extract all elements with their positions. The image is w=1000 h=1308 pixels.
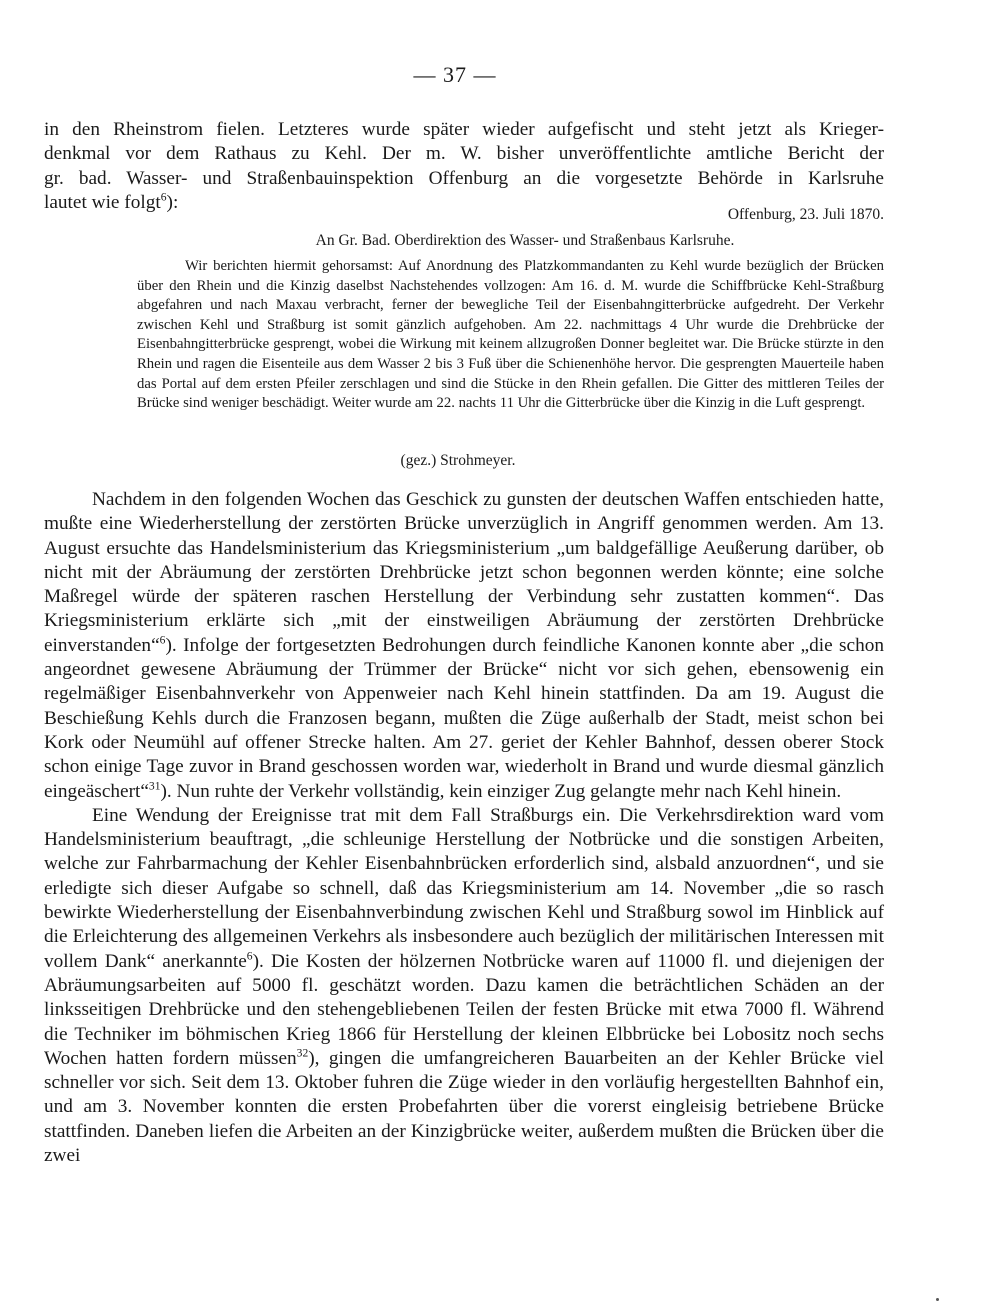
paragraph-2 bbox=[44, 804, 884, 1168]
main-text bbox=[44, 488, 884, 1168]
footnote-ref: 6 bbox=[159, 633, 166, 647]
paragraph-text: ), gingen die umfangreicheren Bauarbeiten an der Kehler Brücke viel schneller vor sich. Seit dem 13. Oktober fuhren die Züge wieder in den vorläufig hergestellten Bahnhof ein, und am 3. November konnten die ersten Probefahrten über die vorerst eingleisig betriebene Brücke stattfinden. Daneben liefen die Arbeiten an der Kinzigbrücke weiter, außerdem mußten die Brücken über die zwei bbox=[44, 1047, 884, 1167]
paragraph-text: Eine Wendung der Ereignisse trat mit dem Fall Straßburgs ein. Die Verkehrsdirektion ward vom Handelsministerium beauftragt, „die schleunige Herstellung der Notbrücke und die sonstigen Arbeiten, welche zur Fahrbarmachung der Kehler Eisenbahnbrücken erforderlich sind, alsbald anzuordnen“, und sie erledigte sich dieser Aufgabe so schnell, daß das Kriegsministerium am 14. November „die so rasch bewirkte Wiederherstellung der Eisenbahnverbindung zwischen Kehl und Straßburg sowol im Hinblick auf die Erleichterung des allgemeinen Verkehrs als insbesondere auch bezüglich der militärischen Interessen mit vollem Dank“ anerkannte bbox=[44, 804, 884, 972]
paragraph-1 bbox=[44, 488, 884, 804]
paragraph-text: ). Nun ruhte der Verkehr vollständig, kein einziger Zug gelangte mehr nach Kehl hinein. bbox=[160, 780, 842, 802]
footnote-ref: 32 bbox=[296, 1046, 309, 1060]
report-signature: (gez.) Strohmeyer. bbox=[400, 452, 516, 469]
intro-line: in den Rheinstrom fielen. Letzteres wurde später wieder aufgefischt und steht jetzt als Krieger- bbox=[44, 119, 884, 140]
intro-paragraph bbox=[44, 118, 884, 215]
report-address: An Gr. Bad. Oberdirektion des Wasser- und Straßenbaus Karlsruhe. bbox=[315, 232, 735, 249]
intro-text: ): bbox=[166, 191, 179, 213]
report-place-date: Offenburg, 23. Juli 1870. bbox=[727, 206, 884, 223]
page-number: — 37 — bbox=[413, 62, 497, 87]
scan-speck bbox=[936, 1298, 939, 1301]
report-body: Wir berichten hiermit gehorsamst: Auf Anordnung des Platzkommandanten zu Kehl wurde bezüglich der Brücken über den Rhein und die Kinzig daselbst Nachstehendes vollzogen: Am 16. d. M. wurde die Schiffbrücke Kehl-Straßburg abgefahren und nach Maxau verbracht, ferner der bewegliche Teil der Eisenbahngitterbrücke aufgedreht. Der Verkehr zwischen Kehl und Straßburg ist somit gänzlich aufgehoben. Am 22. nachmittags 4 Uhr wurde die Drehbrücke der Eisenbahngitterbrücke gesprengt, wobei die Wirkung mit keinem allzugroßen Donner begleitet war. Die Brücke stürzte in den Rhein und ragen die Eisenteile aus dem Wasser 2 bis 3 Fuß über die Schienenhöhe hervor. Die gesprengten Mauerteile haben das Portal auf dem ersten Pfeiler zerschlagen und sind die Stücke in den Rhein gefallen. Die Gitter des mittleren Teiles der Brücke sind weniger beschädigt. Weiter wurde am 22. nachts 11 Uhr die Gitterbrücke über die Kinzig in die Luft gesprengt. bbox=[137, 258, 884, 412]
paragraph-text: ). Infolge der fortgesetzten Bedrohungen durch feindliche Kanonen konnte aber „die schon angeordnet gewesene Abräumung der Trümmer der Brücke“ nicht vor sich gehen, ebensowenig ein regelmäßiger Eisenbahnverkehr von Appenweier nach Kehl hinein stattfinden. Da am 19. August die Beschießung Kehls durch die Franzosen begann, mußten die Züge außerhalb der Stadt, meist schon bei Kork oder Neumühl auf offener Strecke halten. Am 27. geriet der Kehler Bahnhof, dessen oberer Stock schon einige Tage zuvor in Brand geschossen worden war, wiederholt in Brand und wurde diesmal gänzlich eingeäschert“ bbox=[44, 634, 884, 802]
footnote-ref: 6 bbox=[160, 190, 167, 204]
footnote-ref: 6 bbox=[246, 949, 253, 963]
intro-line: denkmal vor dem Rathaus zu Kehl. Der m. W. bisher unveröffentlichte amtliche Bericht der bbox=[44, 143, 884, 165]
intro-line: gr. bad. Wasser- und Straßenbauinspektion Offenburg an die vorgesetzte Behörde in Karlsruhe bbox=[44, 167, 884, 189]
paragraph-text: ). Die Kosten der hölzernen Notbrücke waren auf 11000 fl. und diejenigen der Abräumungsarbeiten auf 5000 fl. geschätzt worden. Dazu kamen die beträchtlichen Schäden an der linksseitigen Drehbrücke und den stehengebliebenen Teilen der festen Brücke mit etwa 7000 fl. Während die Techniker im böhmischen Krieg 1866 für Herstellung der kleinen Elbbrücke bei Lobositz noch sechs Wochen hatten fordern müssen bbox=[44, 950, 885, 1069]
paragraph-text: Nachdem in den folgenden Wochen das Geschick zu gunsten der deutschen Waffen entschieden hatte, mußte eine Wiederherstellung der zerstörten Brücke unverzüglich in Angriff genommen werden. Am 13. August ersuchte das Handelsministerium das Kriegsministerium „um baldgefällige Aeußerung darüber, ob nicht mit der Abräumung der zerstörten Drehbrücke jetzt schon begonnen werden könnte; eine solche Maßregel würde der späteren raschen Herstellung der Verbindung sehr zustatten kommen“. Das Kriegsministerium erklärte sich „mit der einstweiligen Abräumung der zerstörten Drehbrücke einverstanden“ bbox=[44, 489, 884, 656]
intro-text: lautet wie folgt bbox=[44, 191, 161, 213]
footnote-ref: 31 bbox=[148, 779, 161, 793]
